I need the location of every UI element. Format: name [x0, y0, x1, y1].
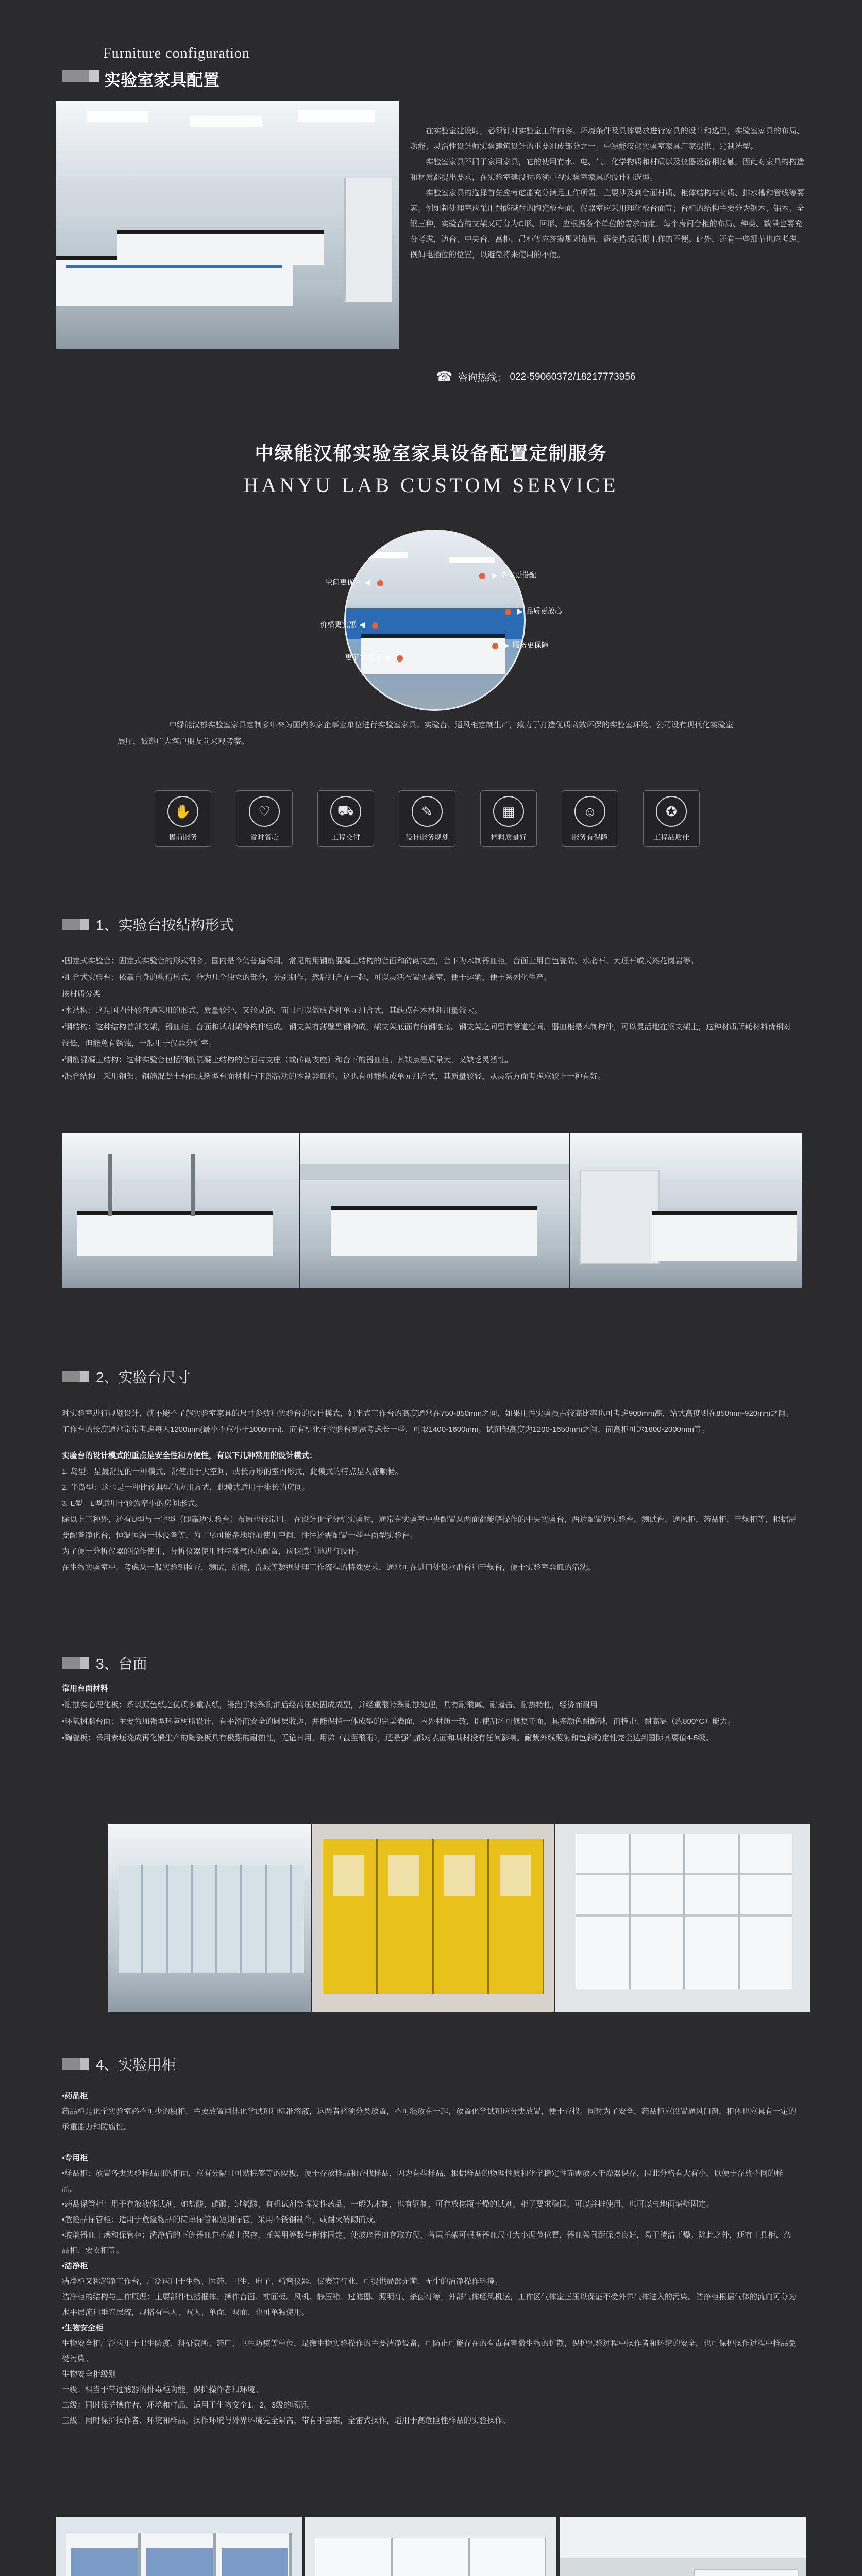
- section4-photo-3: [560, 2517, 806, 2576]
- header-bar-icon: [62, 2058, 80, 2070]
- feature-design: ✎ 设计服务规划: [399, 790, 455, 847]
- heart-icon: ♡: [249, 796, 280, 827]
- section3-title: 3、台面: [96, 1656, 147, 1672]
- service-circle-photo: [344, 530, 526, 711]
- feature-timesaving: ♡ 省时省心: [236, 790, 293, 847]
- section3-photo-3: [555, 1824, 810, 2012]
- header-bar-icon: [62, 1657, 80, 1669]
- connector-dot: [372, 622, 378, 629]
- intro-text: [410, 124, 807, 263]
- section4-title: 4、实验用柜: [96, 2057, 176, 2073]
- connector-dot: [505, 609, 511, 615]
- header-bar-icon-light: [80, 1657, 89, 1669]
- section4-photo-1: [56, 2517, 302, 2576]
- connector-dot: [492, 643, 498, 649]
- feature-quality: ✪ 工程品质佳: [643, 790, 700, 847]
- header-bar-icon-light: [80, 2058, 89, 2070]
- section3-photo-2: [312, 1824, 554, 2012]
- phone-icon: ☎: [436, 369, 453, 384]
- arrow-icon: ▶: [492, 570, 497, 579]
- hotline-number: 022-59060372/18217773956: [510, 371, 636, 382]
- service-title-cn: 中绿能汉郁实验室家具设备配置定制服务: [255, 443, 607, 464]
- service-point-left-2: 价格更实惠 ◀: [320, 620, 365, 629]
- intro-header: [62, 45, 371, 92]
- intro-paragraph-3: 实验室家具的选择首先应考虑能充分满足工作所需，主要涉及到台面材质、柜体结构与材质、排水槽和管线等要素。例如超处理室应采用耐酸碱耐的陶瓷板台面，仪器室应采用理化板台面等；台柜的结构主要分为钢木、铝木、全钢三种，实验台的支架又可分为C形、回形、应根据各个单位的需求而定。每个房间台柜的布局、种类、数量也要充分考虑，边台、中央台、高柜，吊柜等应统筹规划布局，避免造成后期工作的不便。此外，还有一些细节也应考虑，例如电插位的位置，以避免将来使用的不便。: [410, 189, 805, 259]
- intro-title-cn: 实验室家具配置: [104, 71, 220, 89]
- handshake-icon: ✋: [167, 796, 198, 827]
- section1-text: •固定式实验台：固定式实验台的形式很多，国内是今仍普遍采用。常见的用钢筋混凝土结构的台面和砖砌支座，台下为木制器皿柜，台面上用白色瓷砖、水磨石、大理石或天然花岗岩等。 •组合式实验台：依靠自身的构造形式，分为几个独立的部分，分别制作，然后组合在一起，可以灵活布置实验室，便于运输，便于系列化生产。 按材质分类 •木结构：这是国内外较普遍采用的形式，质量较轻，又较灵活，而且可以做成各种单元组合式，其缺点在木材耗用量较大。 •钢结构：这种结构首部支架，器皿柜、台面和试剂架等构件组成。钢支架有薄壁型钢构成，架支架底面有角钢连接。钢支架之间留有管道空间。器皿柜是木制构件，可以灵活地在钢支架上，这种材质所耗材料费相对较低，但能免有锈蚀，一般用于仪器分析室。 •钢筋混凝土结构：这种实验台包括钢筋混凝土结构的台面与支座（或砖砌支座）和台下的器皿柜。其缺点是质量大，又缺乏灵活性。 •混合结构：采用钢架、钢筋混凝土台面或新型台面材料与下部活动的木制器皿柜。这也有可能构成单元组合式，其质量较轻，从灵活方面考虑应较上一种有好。: [62, 957, 791, 1081]
- arrow-icon: ◀: [359, 620, 365, 629]
- section3-header: [62, 1653, 147, 1673]
- header-bar-icon: [62, 70, 89, 82]
- section1-title: 1、实验台按结构形式: [96, 917, 234, 933]
- section1-photo-3: [570, 1133, 802, 1288]
- arrow-icon: ◀: [364, 578, 370, 586]
- section3-subtitle: 常用台面材料: [62, 1684, 109, 1693]
- header-bar-icon: [62, 1371, 80, 1382]
- service-title-en: HANYU LAB CUSTOM SERVICE: [243, 473, 619, 497]
- section4-header: [62, 2054, 176, 2074]
- block-head: •洁净柜: [62, 2262, 88, 2270]
- section4-text: •药品柜 药品柜是化学实验室必不可少的橱柜，主要放置固体化学试剂和标准溶液，这两者必须分类放置，不可混放在一起，放置化学试剂应分类放置，便于查找。同时为了安全，药品柜应设置通风门窗，柜体也应具有一定的承重能力和防腐性。 •专用柜 •样品柜：放置各类实验样品用的柜面，应有分隔且可贴标签等的隔板，便于存放样品和查找样品，因为有些样品，根据样品的物理性质和化学稳定性而需放入干燥器保存，因此分格有大有小，以便于存放不同的样品。 •药品保管柜：用于存放液体试剂，如盐酸、硝酸、过氧酸，有机试剂等挥发性药品，一般为木制，也有钢制，可存放棕瓶干燥的试剂，柜子要求稳固，可以并排使用，也可以与地面墙壁固定。 •危险品保管柜：适用于危险物品的简单保管和短期保管，采用不锈钢制作，或耐火砖砌而成。 •玻璃器皿干燥和保管柜：洗净后的下班器皿在托架上保存，托架用等数与柜体固定，使玻璃器皿存取方便，各层托架可根据器皿尺寸大小调节位置，器皿架间距保持良好，易于清洁干燥。除此之外，还有工具柜、杂品柜、要衣柜等。 •洁净柜 洁净柜又称超净工作台，广泛应用于生物、医药、卫生、电子、精密仪器、仪表等行业，可提供局部无菌、无尘的洁净操作环境。 洁净柜的结构与工作原理：主要部件包括框体、操作台面、前面板、风机、静压箱、过滤器、照明灯、杀菌灯等，外部气体经风机送，工作区气体室正压以保证不受外界气体进入的污染。洁净柜根据气体的流向可分为水平层流和垂直层流，规格有单人、双人、单面、双面、也可单独使用。 •生物安全柜 生物安全柜广泛应用于卫生防疫、科研院所、药厂、卫生防疫等单位，是微生物实验操作的主要洁净设备，可防止可能存在的有毒有害微生物的扩散，保护实验过程中操作者和环境的安全，也可保护操作过程中样品免受污染。 生物安全柜级别 一级：相当于带过滤器的排毒柜功能，保护操作者和环境。 二级：同时保护操作者、环境和样品，适用于生物安全1、2、3级的场所。 三级：同时保护操作者、环境和样品，操作环境与外界环境完全隔离，带有手套箱，全密式操作，适用于高危险性样品的实验操作。: [62, 2089, 799, 2429]
- feature-support: ☺ 服务有保障: [562, 790, 618, 847]
- connector-dot: [377, 580, 383, 586]
- service-point-right-3: ▶ 服务更保障: [504, 640, 549, 649]
- block-head: •药品柜: [62, 2092, 88, 2100]
- drafting-icon: ✎: [412, 796, 443, 827]
- section4-photo-2: [305, 2517, 556, 2576]
- section2-title: 2、实验台尺寸: [96, 1369, 191, 1385]
- feature-delivery: ⛟ 工程交付: [317, 790, 374, 847]
- intro-lab-photo: [56, 101, 399, 349]
- header-bar-icon-light: [89, 70, 99, 82]
- block-head: •生物安全柜: [62, 2324, 104, 2332]
- header-bar-icon-light: [80, 1371, 89, 1382]
- support-icon: ☺: [574, 796, 605, 827]
- service-point-left-3: 更节省时间 ◀: [345, 653, 390, 662]
- arrow-icon: ▶: [517, 606, 523, 615]
- arrow-icon: ◀: [384, 653, 390, 662]
- header-bar-icon-light: [80, 919, 89, 930]
- header-bar-icon: [62, 919, 80, 930]
- intro-paragraph-2: 实验室家具不同于家用家具，它的使用有水、电、气、化学物质和材质以及仪器设备相接触，因此对家具的构造和材质都提出要求，在实验室建设时必须重视实验室家具的设计和选型。: [410, 158, 805, 182]
- arrow-icon: ▶: [504, 640, 510, 649]
- service-point-right-2: ▶ 品质更放心: [517, 606, 562, 615]
- hotline[interactable]: [436, 369, 635, 385]
- truck-icon: ⛟: [330, 796, 361, 827]
- section2-text: 对实验室进行规划设计，就不能不了解实验室家具的尺寸参数和实验台的设计模式，如坐式工作台的高度通常在750-850mm之间，如果用性实验员占较高比率也可考虑900mm高，站式高度则在850mm-920mm之间。工作台的长度通常常常考虑每人1200mm(最小不应小于1000mm)，而有机化学实验台则需考虑长一些，可取1400-1600mm。试剂架高度为1200-1650mm之间，而高柜可达1800-2000mm等。 实验台的设计模式的重点是安全性和方便性，有以下几种常用的设计模式： 1. 岛型：是最常见的一种模式，常使用于大空间，或长方形的室内形式，此模式的特点是人流顺畅。 2. 半岛型：这也是一种比较典型的应用方式，此模式适用于排长的房间。 3. L型：L型适用于较为窄小的房间形式。 除以上三种外，还有U型与一字型（即靠边实验台）布局也较常用。 在设计化学分析实验时，通常在实验室中央配置从两面都能够操作的中央实验台，两边配置边实验台，测试台，通风柜，药品柜，干燥柜等，根据需要配备净化台，恒温恒温一体设备等，为了尽可能多地增加使用空间，往往还需配置一些平面型实验台。 为了便于分析仪器的操作使用，分析仪器使用时特殊气体的配置，应该慎重地进行设计。 在生物实验室中，考虑从一般实验到检查，测试，所能，洗城等数据处理工作流程的特殊要求，通常可在进口处设水池台和干燥台，便于实验室器皿的清洗。: [62, 1405, 799, 1575]
- feature-presale: ✋ 售前服务: [155, 790, 211, 847]
- service-point-right-1: ▶ 整体更搭配: [492, 570, 536, 579]
- feature-material: ▦ 材料质量好: [480, 790, 537, 847]
- section3-text: 常用台面材料 •耐蚀实心理化板：系以原色纸之优质多重表纸，浸泡于特殊耐油后经高压烧固成成型，并经重酸特殊耐蚀处理，具有耐酸碱、耐撞击、耐热特性，经济而耐用 •环氧树脂台面：主要为加强型环氧树脂设计，有平滑而安全的圆层收边，并能保持一体成型的完美表面，内外材质一致，即使刮坏可修复正面，具多颜色耐酸碱，而撞击、耐高温（约800°C）能力。 •陶瓷板：采用素坯烧成再化锻生产的陶瓷板具有极强的耐蚀性，无论日用，用弟（甚至酸雨），还是强气都对表面和基材没有任何影响。耐紫外线照射和色彩稳定性完全达到国际其要值4-5级。: [62, 1681, 799, 1747]
- medal-icon: ✪: [656, 796, 687, 827]
- section2-header: [62, 1366, 191, 1387]
- connector-dot: [479, 573, 485, 579]
- connector-dot: [397, 655, 403, 662]
- intro-title-en: Furniture configuration: [103, 45, 250, 61]
- section2-subtitle: 实验台的设计模式的重点是安全性和方便性，有以下几种常用的设计模式：: [62, 1451, 317, 1460]
- section1-header: [62, 914, 234, 935]
- section3-photo-1: [108, 1824, 311, 2012]
- section1-photo-2: [300, 1133, 569, 1288]
- hotline-label: 咨询热线：: [458, 372, 507, 383]
- building-icon: ▦: [493, 796, 524, 827]
- intro-paragraph-1: 在实验室建设时，必须针对实验室工作内容、环境条件及具体要求进行家具的设计和选型，实验室家具的布局、功能、灵活性设计师实验建筑设计的重要组成部分之一。中绿能汉郁实验室家具厂家提供、定制选型。: [410, 127, 805, 151]
- section1-photo-1: [62, 1133, 299, 1288]
- block-head: •专用柜: [62, 2154, 88, 2162]
- service-description: 中绿能汉郁实验室家具定制多年来为国内多家企事业单位进行实验室家具、实验台、通风柜定制生产，致力于打造优质高效环保的实验室环境。公司设有现代化实验室展厅，诚邀广大客户朋友前来观考察。: [117, 721, 734, 746]
- service-point-left-1: 空间更优化 ◀: [325, 578, 370, 586]
